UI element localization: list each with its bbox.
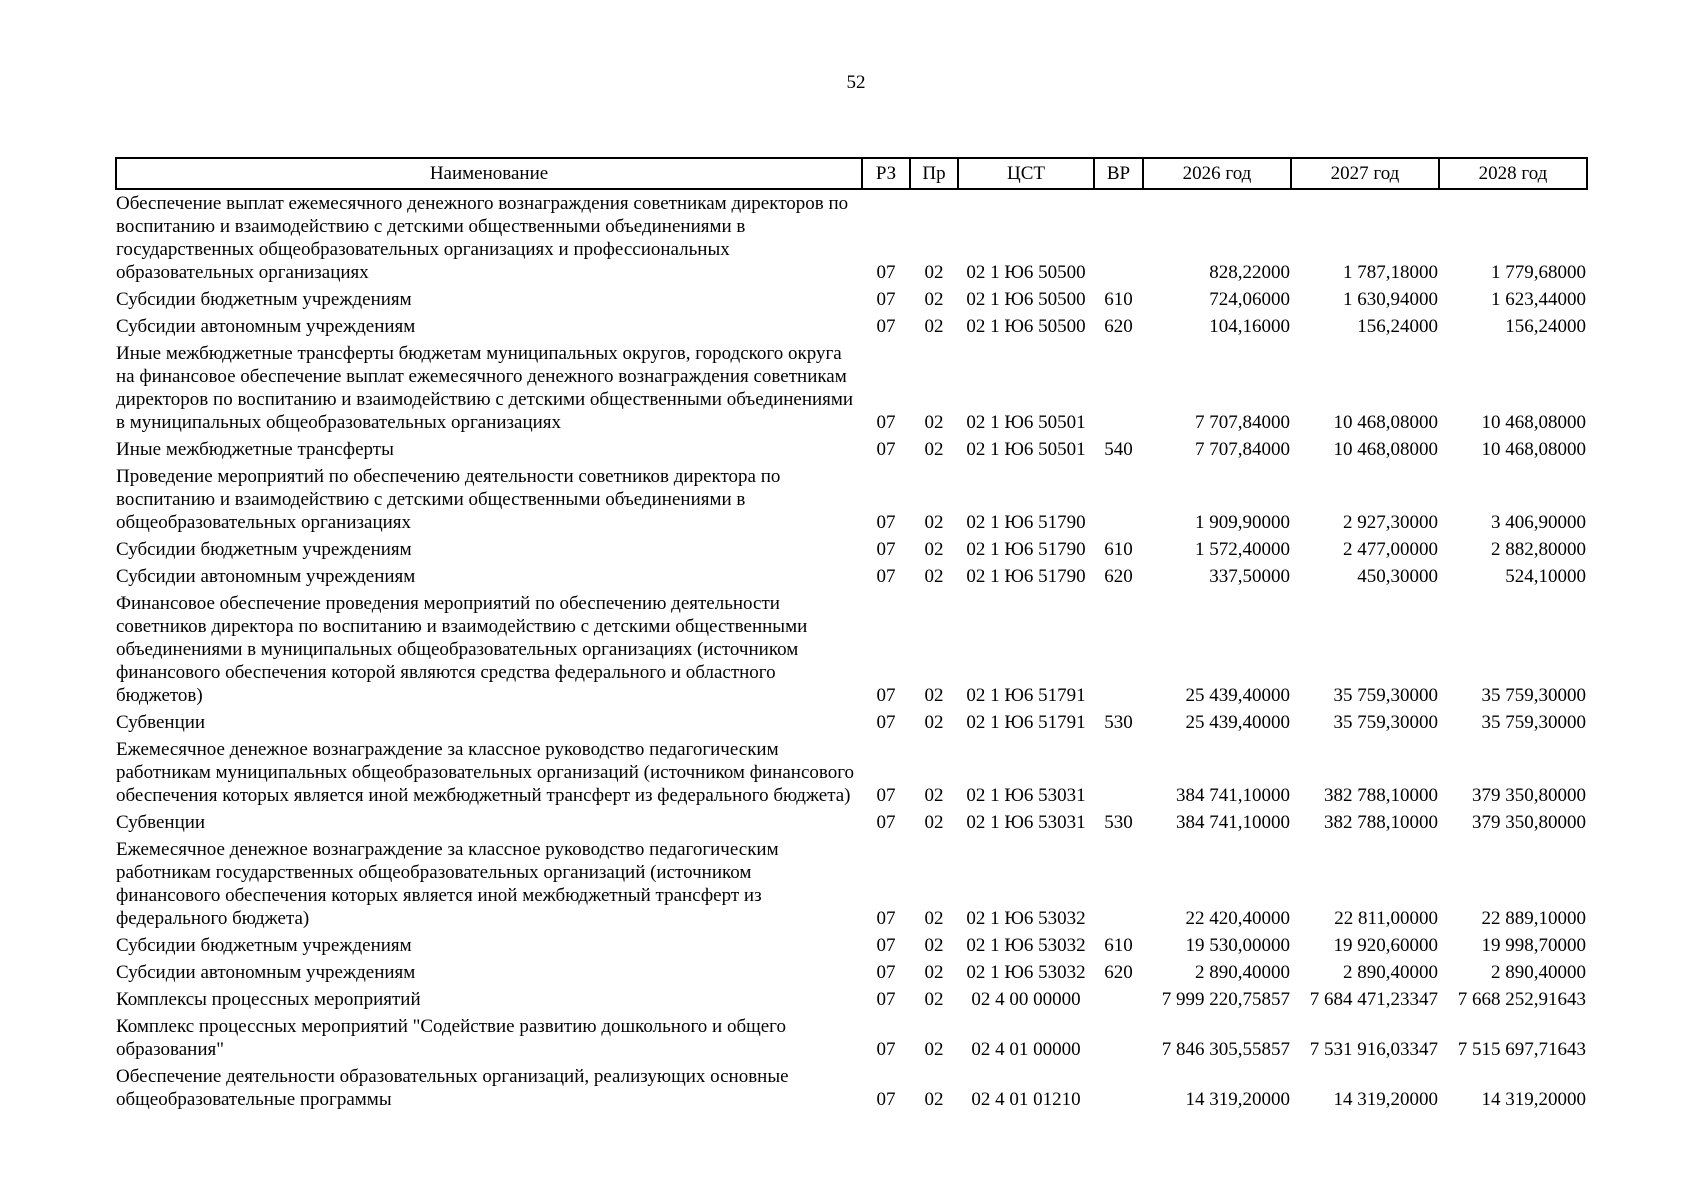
row-vr-cell	[1094, 836, 1143, 932]
row-pr-cell: 02	[924, 289, 944, 310]
row-cst-cell: 02 4 01 01210	[971, 1089, 1081, 1110]
row-pr-cell: 02	[924, 908, 944, 929]
table-row	[116, 536, 1587, 563]
row-cst-cell: 02 1 Ю6 50501	[966, 439, 1086, 460]
row-2027-cell: 382 788,10000	[1324, 812, 1438, 833]
row-vr-cell: 610	[1104, 935, 1133, 956]
row-vr-cell	[1094, 463, 1143, 536]
row-2026-cell: 1 909,90000	[1195, 512, 1290, 533]
row-2028-cell: 2 882,80000	[1491, 539, 1586, 560]
row-rz-cell: 07	[876, 439, 896, 460]
row-cst-cell: 02 1 Ю6 50500	[966, 262, 1086, 283]
row-name-cell: Субсидии автономным учреждениям	[116, 316, 416, 337]
row-2026-cell: 384 741,10000	[1176, 785, 1290, 806]
row-2027-cell: 22 811,00000	[1334, 908, 1438, 929]
row-2027-cell: 450,30000	[1357, 566, 1438, 587]
row-2027-cell: 2 927,30000	[1343, 512, 1438, 533]
table-row	[116, 340, 1587, 436]
row-pr-cell: 02	[924, 566, 944, 587]
row-cst-cell: 02 1 Ю6 53032	[966, 962, 1086, 983]
row-vr-cell	[1094, 189, 1143, 286]
row-2027-cell: 14 319,20000	[1333, 1089, 1438, 1110]
row-cst-cell: 02 1 Ю6 51791	[966, 685, 1086, 706]
row-vr-cell: 620	[1104, 962, 1133, 983]
row-cst-cell: 02 1 Ю6 50501	[966, 412, 1086, 433]
row-pr-cell: 02	[924, 262, 944, 283]
header-rz: РЗ	[862, 158, 910, 189]
row-name-cell: Обеспечение деятельности образовательных организаций, реализующих основные общеобразовательные программы	[116, 1066, 789, 1110]
header-2027: 2027 год	[1291, 158, 1439, 189]
table-row	[116, 736, 1587, 809]
row-cst-cell: 02 4 00 00000	[971, 989, 1081, 1010]
row-vr-cell: 530	[1104, 712, 1133, 733]
row-cst-cell: 02 1 Ю6 51791	[966, 712, 1086, 733]
row-vr-cell	[1094, 590, 1143, 709]
table-row	[116, 563, 1587, 590]
row-2026-cell: 7 999 220,75857	[1161, 989, 1290, 1010]
row-cst-cell: 02 1 Ю6 53032	[966, 908, 1086, 929]
row-2028-cell: 524,10000	[1505, 566, 1586, 587]
row-pr-cell: 02	[924, 785, 944, 806]
row-2027-cell: 7 684 471,23347	[1309, 989, 1438, 1010]
row-2026-cell: 724,06000	[1209, 289, 1290, 310]
row-2028-cell: 1 779,68000	[1491, 262, 1586, 283]
row-cst-cell: 02 1 Ю6 51790	[966, 539, 1086, 560]
table-row	[116, 590, 1587, 709]
row-vr-cell: 620	[1104, 316, 1133, 337]
row-cst-cell: 02 1 Ю6 51790	[966, 566, 1086, 587]
row-2028-cell: 10 468,08000	[1481, 439, 1586, 460]
row-vr-cell	[1094, 736, 1143, 809]
row-name-cell: Субсидии бюджетным учреждениям	[116, 935, 412, 956]
row-rz-cell: 07	[876, 412, 896, 433]
row-2027-cell: 1 787,18000	[1343, 262, 1438, 283]
table-row	[116, 436, 1587, 463]
row-2027-cell: 35 759,30000	[1333, 712, 1438, 733]
row-2026-cell: 337,50000	[1209, 566, 1290, 587]
table-row	[116, 709, 1587, 736]
row-name-cell: Иные межбюджетные трансферты бюджетам муниципальных округов, городского округа на финансовое обеспечение выплат ежемесячного денежного вознаграждения советникам директоров по воспитанию и взаимодействию с детскими общественными объединениями в муниципальных общеобразовательных организациях	[116, 343, 854, 433]
table-row	[116, 313, 1587, 340]
row-2028-cell: 7 668 252,91643	[1457, 989, 1586, 1010]
row-rz-cell: 07	[876, 785, 896, 806]
table-row	[116, 809, 1587, 836]
table-body	[116, 189, 1587, 1113]
row-cst-cell: 02 1 Ю6 50500	[966, 289, 1086, 310]
header-cst: ЦСТ	[958, 158, 1094, 189]
row-name-cell: Субсидии бюджетным учреждениям	[116, 289, 412, 310]
row-pr-cell: 02	[924, 539, 944, 560]
row-name-cell: Субвенции	[116, 812, 206, 833]
row-cst-cell: 02 1 Ю6 50500	[966, 316, 1086, 337]
row-rz-cell: 07	[876, 908, 896, 929]
row-2026-cell: 828,22000	[1209, 262, 1290, 283]
header-2028: 2028 год	[1439, 158, 1587, 189]
row-rz-cell: 07	[876, 935, 896, 956]
row-2027-cell: 156,24000	[1357, 316, 1438, 337]
row-2026-cell: 25 439,40000	[1185, 712, 1290, 733]
row-name-cell: Субсидии автономным учреждениям	[116, 962, 416, 983]
row-2027-cell: 19 920,60000	[1333, 935, 1438, 956]
row-cst-cell: 02 1 Ю6 53031	[966, 812, 1086, 833]
row-rz-cell: 07	[876, 1089, 896, 1110]
header-vr: ВР	[1094, 158, 1143, 189]
row-name-cell: Комплекс процессных мероприятий "Содействие развитию дошкольного и общего образования"	[116, 1016, 786, 1060]
row-rz-cell: 07	[876, 539, 896, 560]
row-rz-cell: 07	[876, 989, 896, 1010]
row-pr-cell: 02	[924, 712, 944, 733]
row-name-cell: Обеспечение выплат ежемесячного денежного вознаграждения советникам директоров по воспитанию и взаимодействию с детскими общественными объединениями в государственных общеобразовательных организациях и профессиональных образовательных организациях	[116, 193, 849, 283]
row-name-cell: Субвенции	[116, 712, 206, 733]
row-pr-cell: 02	[924, 1089, 944, 1110]
row-2026-cell: 7 707,84000	[1195, 439, 1290, 460]
row-name-cell: Комплексы процессных мероприятий	[116, 989, 421, 1010]
row-rz-cell: 07	[876, 962, 896, 983]
row-2026-cell: 2 890,40000	[1195, 962, 1290, 983]
row-2028-cell: 19 998,70000	[1481, 935, 1586, 956]
row-pr-cell: 02	[924, 935, 944, 956]
table-row	[116, 286, 1587, 313]
row-cst-cell: 02 1 Ю6 53031	[966, 785, 1086, 806]
row-2028-cell: 156,24000	[1505, 316, 1586, 337]
row-2026-cell: 7 707,84000	[1195, 412, 1290, 433]
row-rz-cell: 07	[876, 812, 896, 833]
row-2028-cell: 14 319,20000	[1481, 1089, 1586, 1110]
table-row	[116, 986, 1587, 1013]
row-2027-cell: 10 468,08000	[1333, 412, 1438, 433]
row-vr-cell	[1094, 1063, 1143, 1113]
row-rz-cell: 07	[876, 262, 896, 283]
row-2026-cell: 22 420,40000	[1185, 908, 1290, 929]
row-2027-cell: 382 788,10000	[1324, 785, 1438, 806]
row-2028-cell: 7 515 697,71643	[1457, 1039, 1586, 1060]
row-rz-cell: 07	[876, 316, 896, 337]
row-2026-cell: 384 741,10000	[1176, 812, 1290, 833]
row-name-cell: Иные межбюджетные трансферты	[116, 439, 394, 460]
row-pr-cell: 02	[924, 412, 944, 433]
row-2027-cell: 10 468,08000	[1333, 439, 1438, 460]
table-row	[116, 932, 1587, 959]
row-rz-cell: 07	[876, 512, 896, 533]
row-2028-cell: 35 759,30000	[1481, 712, 1586, 733]
row-2028-cell: 35 759,30000	[1481, 685, 1586, 706]
row-vr-cell: 610	[1104, 289, 1133, 310]
row-2028-cell: 379 350,80000	[1472, 812, 1586, 833]
row-name-cell: Финансовое обеспечение проведения мероприятий по обеспечению деятельности советников директора по воспитанию и взаимодействию с детскими общественными объединениями в муниципальных общеобразовательных организациях (источником финансового обеспечения которой являются средства федерального и областного бюджетов)	[116, 593, 808, 706]
row-2026-cell: 19 530,00000	[1185, 935, 1290, 956]
row-name-cell: Субсидии автономным учреждениям	[116, 566, 416, 587]
header-name: Наименование	[116, 158, 862, 189]
row-2027-cell: 35 759,30000	[1333, 685, 1438, 706]
row-rz-cell: 07	[876, 685, 896, 706]
row-2026-cell: 7 846 305,55857	[1161, 1039, 1290, 1060]
row-cst-cell: 02 1 Ю6 51790	[966, 512, 1086, 533]
budget-table	[115, 157, 1588, 1113]
row-2026-cell: 1 572,40000	[1195, 539, 1290, 560]
header-pr: Пр	[910, 158, 958, 189]
table-row	[116, 1013, 1587, 1063]
row-pr-cell: 02	[924, 512, 944, 533]
row-vr-cell: 620	[1104, 566, 1133, 587]
row-vr-cell	[1094, 340, 1143, 436]
row-pr-cell: 02	[924, 812, 944, 833]
row-vr-cell: 540	[1104, 439, 1133, 460]
table-row	[116, 463, 1587, 536]
row-2026-cell: 14 319,20000	[1185, 1089, 1290, 1110]
row-2028-cell: 1 623,44000	[1491, 289, 1586, 310]
row-cst-cell: 02 1 Ю6 53032	[966, 935, 1086, 956]
row-vr-cell: 610	[1104, 539, 1133, 560]
row-vr-cell: 530	[1104, 812, 1133, 833]
row-pr-cell: 02	[924, 989, 944, 1010]
row-name-cell: Проведение мероприятий по обеспечению деятельности советников директора по воспитанию и взаимодействию с детскими общественными объединениями в общеобразовательных организациях	[116, 466, 781, 533]
header-2026: 2026 год	[1143, 158, 1291, 189]
row-2028-cell: 379 350,80000	[1472, 785, 1586, 806]
row-vr-cell	[1094, 986, 1143, 1013]
row-name-cell: Ежемесячное денежное вознаграждение за классное руководство педагогическим работникам муниципальных общеобразовательных организаций (источником финансового обеспечения которых является иной межбюджетный трансферт из федерального бюджета)	[116, 739, 855, 806]
row-2027-cell: 2 890,40000	[1343, 962, 1438, 983]
row-pr-cell: 02	[924, 316, 944, 337]
row-rz-cell: 07	[876, 566, 896, 587]
row-name-cell: Ежемесячное денежное вознаграждение за классное руководство педагогическим работникам государственных общеобразовательных организаций (источником финансового обеспечения которых является иной межбюджетный трансферт из федерального бюджета)	[116, 839, 779, 929]
table-row	[116, 959, 1587, 986]
row-2026-cell: 25 439,40000	[1185, 685, 1290, 706]
row-2028-cell: 10 468,08000	[1481, 412, 1586, 433]
row-2026-cell: 104,16000	[1209, 316, 1290, 337]
page-number: 52	[846, 72, 866, 93]
row-2028-cell: 22 889,10000	[1481, 908, 1586, 929]
row-2027-cell: 7 531 916,03347	[1309, 1039, 1438, 1060]
table-row	[116, 1063, 1587, 1113]
table-row	[116, 189, 1587, 286]
row-pr-cell: 02	[924, 439, 944, 460]
row-rz-cell: 07	[876, 289, 896, 310]
table-row	[116, 836, 1587, 932]
row-pr-cell: 02	[924, 962, 944, 983]
row-rz-cell: 07	[876, 712, 896, 733]
row-2028-cell: 2 890,40000	[1491, 962, 1586, 983]
row-cst-cell: 02 4 01 00000	[971, 1039, 1081, 1060]
row-2028-cell: 3 406,90000	[1491, 512, 1586, 533]
row-pr-cell: 02	[924, 685, 944, 706]
table-header-row	[116, 158, 1587, 189]
row-2027-cell: 1 630,94000	[1343, 289, 1438, 310]
row-vr-cell	[1094, 1013, 1143, 1063]
row-pr-cell: 02	[924, 1039, 944, 1060]
row-rz-cell: 07	[876, 1039, 896, 1060]
row-name-cell: Субсидии бюджетным учреждениям	[116, 539, 412, 560]
row-2027-cell: 2 477,00000	[1343, 539, 1438, 560]
